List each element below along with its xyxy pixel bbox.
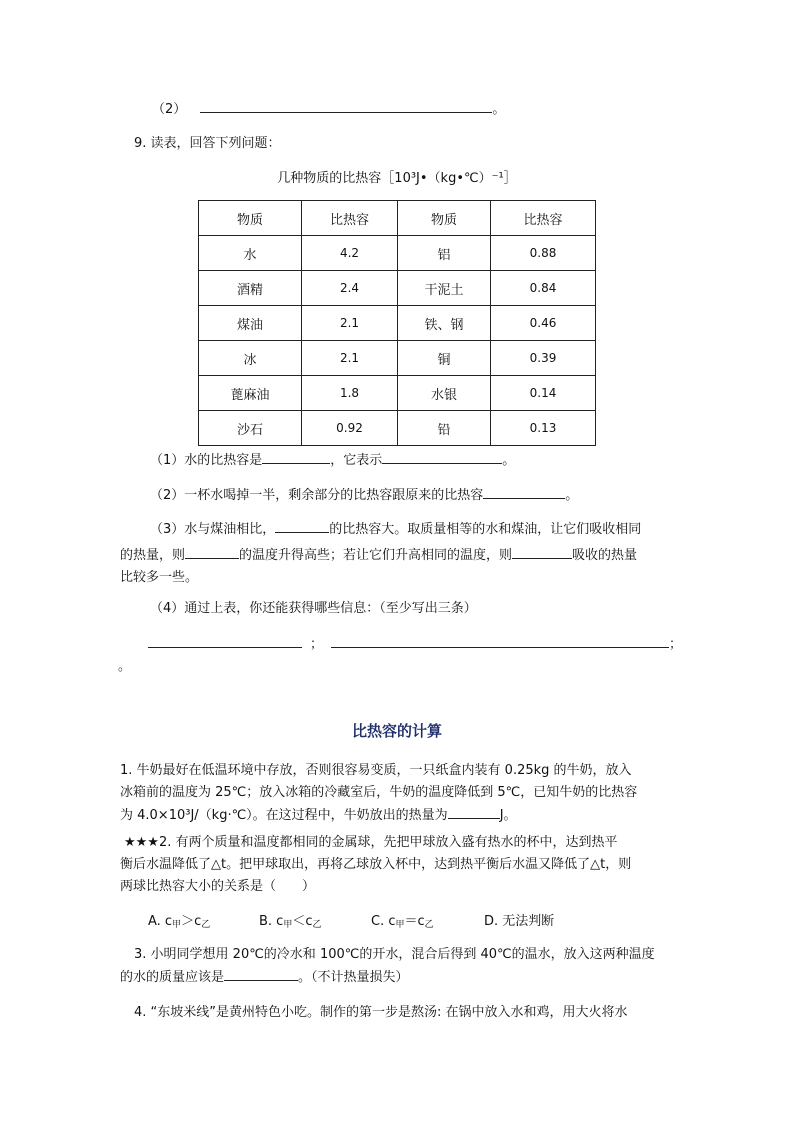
table-row (199, 271, 596, 306)
value-cell: 2.1 (302, 341, 398, 376)
substance-cell: 铝 (398, 236, 491, 271)
q9-sub4-answers: ； ； (148, 632, 682, 658)
answer-blank[interactable] (262, 449, 330, 464)
option-b[interactable]: B. $c_甲<c_乙$ (259, 914, 322, 930)
table-row (199, 236, 596, 271)
option-d[interactable]: D. 无法判断 (484, 914, 555, 929)
value-cell: 0.88 (491, 236, 596, 271)
column-header: 物质 (398, 201, 491, 236)
answer-blank[interactable] (148, 633, 302, 648)
answer-blank[interactable] (512, 544, 572, 559)
value-cell: 1.8 (302, 376, 398, 411)
q9-sub1: （1）水的比热容是 ，它表示 。 (150, 448, 515, 474)
table-header-row (199, 201, 596, 236)
table-title: 几种物质的比热容［10³J•（kg•℃）⁻¹］ (277, 171, 517, 186)
answer-blank[interactable] (448, 804, 500, 819)
q9-sub2: （2）一杯水喝掉一半，剩余部分的比热容跟原来的比热容 。 (150, 483, 578, 509)
problem-3: 3. 小明同学想用 20℃的冷水和 100℃的开水，混合后得到 40℃的温水，放入这两种温度 的水的质量应该是 。（不计热量损失） (120, 947, 655, 985)
substance-cell: 煤油 (199, 306, 302, 341)
answer-blank[interactable] (382, 449, 502, 464)
value-cell: 4.2 (302, 236, 398, 271)
q9-sub3-line3: 比较多一些。 (120, 570, 199, 585)
q9-sub4-end: 。 (118, 659, 132, 674)
value-cell: 2.1 (302, 306, 398, 341)
value-cell: 0.14 (491, 376, 596, 411)
problem-1: 1. 牛奶最好在低温环境中存放，否则很容易变质，一只纸盒内装有 0.25kg 的牛奶，放入 冰箱前的温度为 25℃；放入冰箱的冷藏室后，牛奶的温度降低到 5℃，已知牛奶的比热容 为 4.0×10³J/（kg·℃）。在这过程中，牛奶放出的热量为 J。 (120, 763, 638, 823)
answer-blank[interactable] (200, 98, 492, 113)
value-cell: 0.13 (491, 411, 596, 446)
substance-cell: 水 (199, 236, 302, 271)
column-header: 比热容 (302, 201, 398, 236)
table-row (199, 306, 596, 341)
table-row (199, 376, 596, 411)
substance-cell: 铜 (398, 341, 491, 376)
option-a[interactable]: A. $c_甲>c_乙$ (148, 914, 211, 930)
substance-cell: 蓖麻油 (199, 376, 302, 411)
substance-cell: 水银 (398, 376, 491, 411)
problem-2: ★★★2. 有两个质量和温度都相同的金属球，先把甲球放入盛有热水的杯中，达到热平 衡后水温降低了△t。把甲球取出，再将乙球放入杯中，达到热平衡后水温又降低了△t，则 两球比热容大小的关系是（ ） (120, 835, 632, 894)
q8-part2: （2） 。 (152, 97, 505, 123)
value-cell: 0.39 (491, 341, 596, 376)
q9-sub3-line2: 的热量，则 的温度升得高些；若让它们升高相同的温度，则 吸收的热量 (120, 543, 637, 569)
substance-cell: 酒精 (199, 271, 302, 306)
substance-cell: 铁、钢 (398, 306, 491, 341)
column-header: 物质 (199, 201, 302, 236)
substance-cell: 沙石 (199, 411, 302, 446)
section-title: 比热容的计算 (351, 722, 442, 740)
answer-blank[interactable] (331, 633, 669, 648)
substance-cell: 冰 (199, 341, 302, 376)
substance-cell: 铅 (398, 411, 491, 446)
substance-cell: 干泥土 (398, 271, 491, 306)
value-cell: 0.92 (302, 411, 398, 446)
q9-sub3-line1: （3）水与煤油相比， 的比热容大。取质量相等的水和煤油，让它们吸收相同 (150, 517, 641, 543)
q9-sub4: （4）通过上表，你还能获得哪些信息：（至少写出三条） (150, 601, 477, 616)
q9-heading: 9. 读表，回答下列问题： (134, 136, 281, 151)
table-row (199, 411, 596, 446)
answer-blank[interactable] (185, 544, 239, 559)
answer-blank[interactable] (483, 484, 565, 499)
specific-heat-table (198, 200, 596, 446)
problem-4: 4. “东坡米线”是黄州特色小吃。制作的第一步是熬汤: 在锅中放入水和鸡，用大火将水 (134, 1005, 628, 1020)
answer-blank[interactable] (275, 518, 329, 533)
table-row (199, 341, 596, 376)
value-cell: 0.84 (491, 271, 596, 306)
value-cell: 2.4 (302, 271, 398, 306)
column-header: 比热容 (491, 201, 596, 236)
answer-blank[interactable] (224, 966, 298, 981)
option-c[interactable]: C. $c_甲=c_乙$ (371, 914, 434, 930)
value-cell: 0.46 (491, 306, 596, 341)
